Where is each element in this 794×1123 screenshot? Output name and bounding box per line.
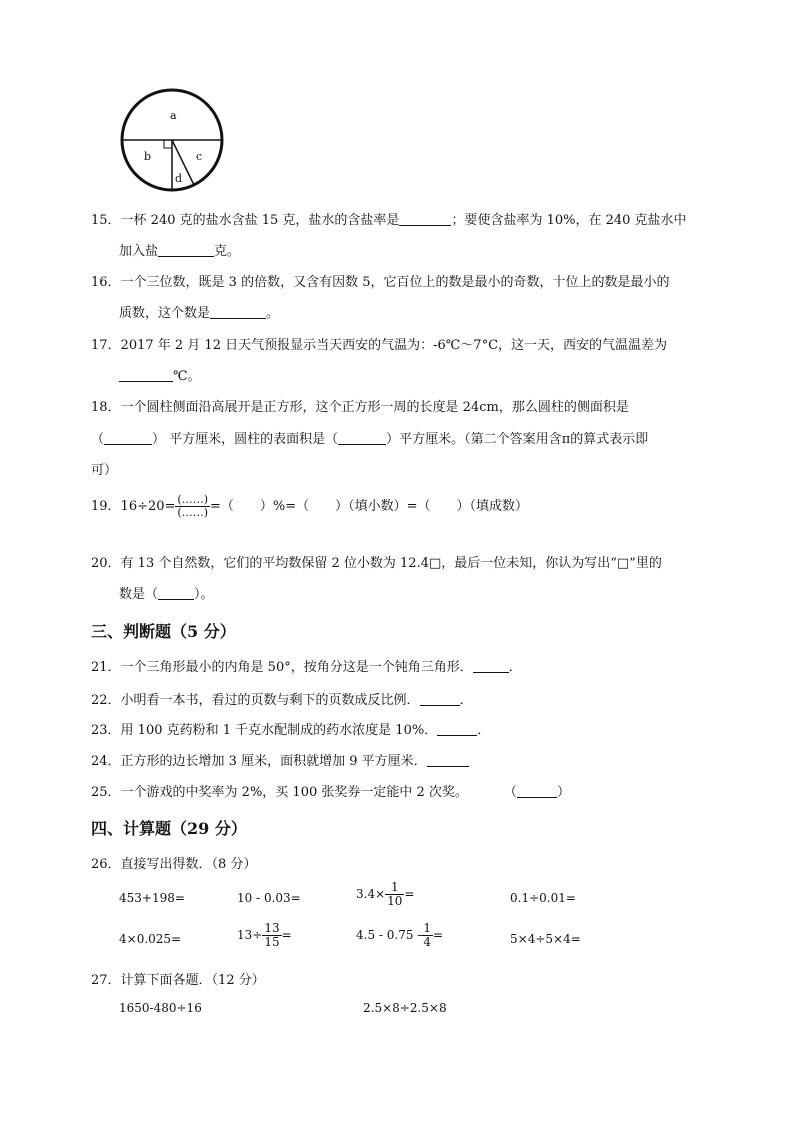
question-26-title: 26．直接写出得数．（8 分） <box>91 857 257 872</box>
question-18-line3: 可） <box>91 463 118 478</box>
question-number: 21． <box>91 660 121 675</box>
answer-blank[interactable] <box>158 243 214 257</box>
calc-r2c3: 4.5 - 0.75 - $\frac{1}{4}$ = <box>356 921 444 950</box>
question-number: 23． <box>91 723 121 738</box>
question-24: 24．正方形的边长增加 3 厘米，面积就增加 9 平方厘米． <box>91 750 469 769</box>
section-4-heading: 四、计算题（29 分） <box>91 819 247 838</box>
question-15-line2: 加入盐 克。 <box>119 244 241 259</box>
answer-blank[interactable] <box>210 305 266 319</box>
right-angle-mark <box>164 140 172 148</box>
calc-r1c3: 3.4× $\frac{1}{10}$ = <box>356 880 415 909</box>
calc-r1c1: 453+198= <box>119 891 185 905</box>
question-23: 23．用 100 克药粉和 1 千克水配制成的药水浓度是 10%． ． <box>91 723 491 738</box>
calc-r2c4: 5×4÷5×4= <box>510 932 581 946</box>
answer-blank[interactable] <box>104 431 152 445</box>
calc-r1c4: 0.1÷0.01= <box>510 891 576 905</box>
label-d: d <box>175 172 183 185</box>
label-c: c <box>196 150 203 163</box>
calc-expression-2: 2.5×8÷2.5×8 <box>363 1001 447 1015</box>
question-16-line2: 质数，这个数是 。 <box>119 306 280 321</box>
question-18-line2: （ ） 平方厘米，圆柱的表面积是（ ）平方厘米。（第二个答案用含π的算式表示即 <box>91 432 649 447</box>
question-number: 15． <box>91 213 121 228</box>
calc-r2c1: 4×0.025= <box>119 932 182 946</box>
question-17-line1: 17．2017 年 2 月 12 日天气预报显示当天西安的气温为：-6℃～7°C，这一天，西安的气温温差为 <box>91 338 668 353</box>
question-20-line2: 数是（ ）。 <box>119 587 214 602</box>
answer-blank[interactable] <box>338 431 386 445</box>
circle-diagram <box>118 88 228 192</box>
question-19: 19．16÷20= $\frac{(\dots\dots)}{(\dots\dots)}$ =（ ）%=（ ）（填小数）=（ ）（填成数） <box>91 493 529 520</box>
question-number: 27． <box>91 973 121 988</box>
fraction-blank[interactable]: $\frac{(\dots\dots)}{(\dots\dots)}$ <box>177 493 209 520</box>
question-number: 18． <box>91 400 121 415</box>
question-number: 25． <box>91 785 121 800</box>
question-25: 25．一个游戏的中奖率为 2%，买 100 张奖券一定能中 2 次奖。 （ ） <box>91 785 570 800</box>
calc-r2c2: 13÷ $\frac{13}{15}$ = <box>237 921 292 950</box>
answer-blank[interactable] <box>420 692 460 706</box>
answer-blank[interactable] <box>517 784 557 798</box>
answer-blank[interactable] <box>437 722 477 736</box>
question-number: 20． <box>91 556 121 571</box>
label-b: b <box>144 150 152 163</box>
question-16-line1: 16．一个三位数，既是 3 的倍数，又含有因数 5，它百位上的数是最小的奇数，十位上的数是最小的 <box>91 275 670 290</box>
question-number: 19． <box>91 499 121 515</box>
answer-blank[interactable] <box>119 368 173 382</box>
calc-r1c2: 10 - 0.03= <box>237 891 301 905</box>
question-number: 26． <box>91 857 121 872</box>
answer-blank[interactable] <box>427 753 469 767</box>
pi-symbol: π <box>561 432 571 447</box>
label-a: a <box>170 109 177 122</box>
question-17-line2: ℃。 <box>119 365 201 384</box>
question-number: 16． <box>91 275 121 290</box>
question-20-line1: 20．有 13 个自然数，它们的平均数保留 2 位小数为 12.4□，最后一位未知，你认为写出“□”里的 <box>91 556 662 571</box>
question-18-line1: 18．一个圆柱侧面沿高展开是正方形，这个正方形一周的长度是 24cm，那么圆柱的侧面积是 <box>91 400 629 415</box>
question-15-line1: 15．一杯 240 克的盐水含盐 15 克，盐水的含盐率是 ；要使含盐率为 10%，在 240 克盐水中 <box>91 213 687 228</box>
question-number: 24． <box>91 754 121 769</box>
question-number: 22． <box>91 693 121 708</box>
question-number: 17． <box>91 338 121 353</box>
question-27-title: 27．计算下面各题．（12 分） <box>91 973 265 988</box>
calc-expression-1: 1650-480÷16 <box>119 1001 202 1015</box>
section-3-heading: 三、判断题（5 分） <box>91 622 236 641</box>
question-22: 22．小明看一本书，看过的页数与剩下的页数成反比例． ． <box>91 693 473 708</box>
answer-blank[interactable] <box>158 586 194 600</box>
answer-blank[interactable] <box>399 212 451 226</box>
answer-blank[interactable] <box>473 659 509 673</box>
question-21: 21．一个三角形最小的内角是 50°，按角分这是一个钝角三角形． ． <box>91 660 522 675</box>
